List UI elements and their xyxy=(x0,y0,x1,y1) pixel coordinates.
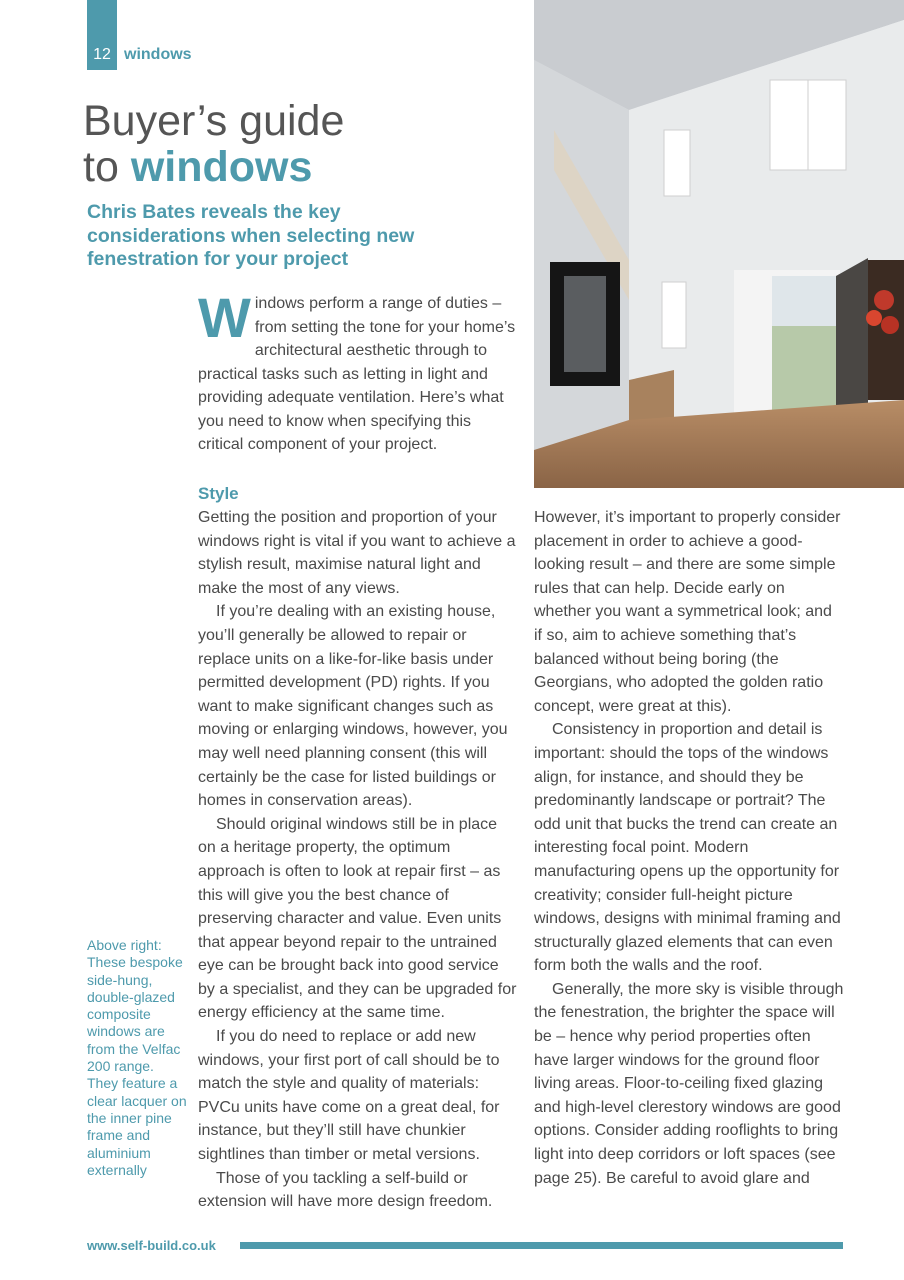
headline-line-1: Buyer’s guide xyxy=(83,97,345,145)
body-column-right xyxy=(534,506,844,1190)
page-number: 12 xyxy=(87,0,117,70)
body-paragraph: Should original windows still be in place on a heritage property, the optimum approach is often to look at repair first – as this will give you the best chance of preserving character and value. Even units that appear beyond repair to the untrained eye can be brought back into good service by a specialist, and they can be upgraded for energy efficiency at the same time. xyxy=(198,815,517,1022)
intro-paragraph xyxy=(198,286,516,457)
footer-url: www.self-build.co.uk xyxy=(87,1238,216,1253)
photo-caption: Above right: These bespoke side-hung, double-glazed composite windows are from the Velfac 200 range. They feature a clear lacquer on the inner pine frame and aluminium externally xyxy=(87,937,187,1178)
headline xyxy=(83,98,344,190)
headline-accent: windows xyxy=(130,143,313,191)
drop-cap: W xyxy=(198,286,251,349)
body-column-left xyxy=(198,482,518,1214)
subhead-style: Style xyxy=(198,484,239,503)
body-paragraph: Getting the position and proportion of your windows right is vital if you want to achieve a stylish result, maximise natural light and make the most of any views. xyxy=(198,509,516,597)
interior-photo xyxy=(534,0,904,488)
headline-line-2-prefix: to xyxy=(83,143,131,191)
section-label: windows xyxy=(124,46,192,63)
standfirst: Chris Bates reveals the key considerations when selecting new fenestration for your project xyxy=(87,201,415,270)
body-paragraph: Consistency in proportion and detail is important: should the tops of the windows align, for instance, and should they be predominantly landscape or portrait? The odd unit that bucks the trend can create an interesting focal point. Modern manufacturing opens up the opportunity for creativity; consider full-height picture windows, designs with minimal framing and structurally glazed elements that can even form both the walls and the roof. xyxy=(534,721,841,975)
body-paragraph: Those of you tackling a self-build or extension will have more design freedom. xyxy=(198,1169,493,1211)
body-paragraph: If you do need to replace or add new windows, your first port of call should be to match the style and quality of materials: PVCu units have come on a great deal, for instance, but they’ll still have chunkier sightlines than timber or metal versions. xyxy=(198,1028,500,1164)
intro-text: indows perform a range of duties – from setting the tone for your home’s architectural aesthetic through to practical tasks such as letting in light and providing adequate ventilation. Here’s what you need to know when specifying this critical component of your project. xyxy=(198,295,516,453)
body-paragraph: Generally, the more sky is visible through the fenestration, the brighter the space will be – hence why period properties often have larger windows for the ground floor living areas. Floor-to-ceiling fixed glazing and high-level clerestory windows are good options. Consider adding rooflights to bring light into deep corridors or loft spaces (see page 25). Be careful to avoid glare and xyxy=(534,980,844,1187)
body-paragraph: If you’re dealing with an existing house, you’ll generally be allowed to repair or replace units on a like-for-like basis under permitted development (PD) rights. If you want to make significant changes such as moving or enlarging windows, however, you may well need planning consent (this will certainly be the case for listed buildings or homes in conservation areas). xyxy=(198,603,508,810)
footer-rule xyxy=(240,1242,843,1249)
body-paragraph: However, it’s important to properly consider placement in order to achieve a good-looking result – and there are some simple rules that can help. Decide early on whether you want a symmetrical look; and if so, aim to achieve something that’s balanced without being boring (the Georgians, who adopted the golden ratio concept, were great at this). xyxy=(534,509,841,715)
